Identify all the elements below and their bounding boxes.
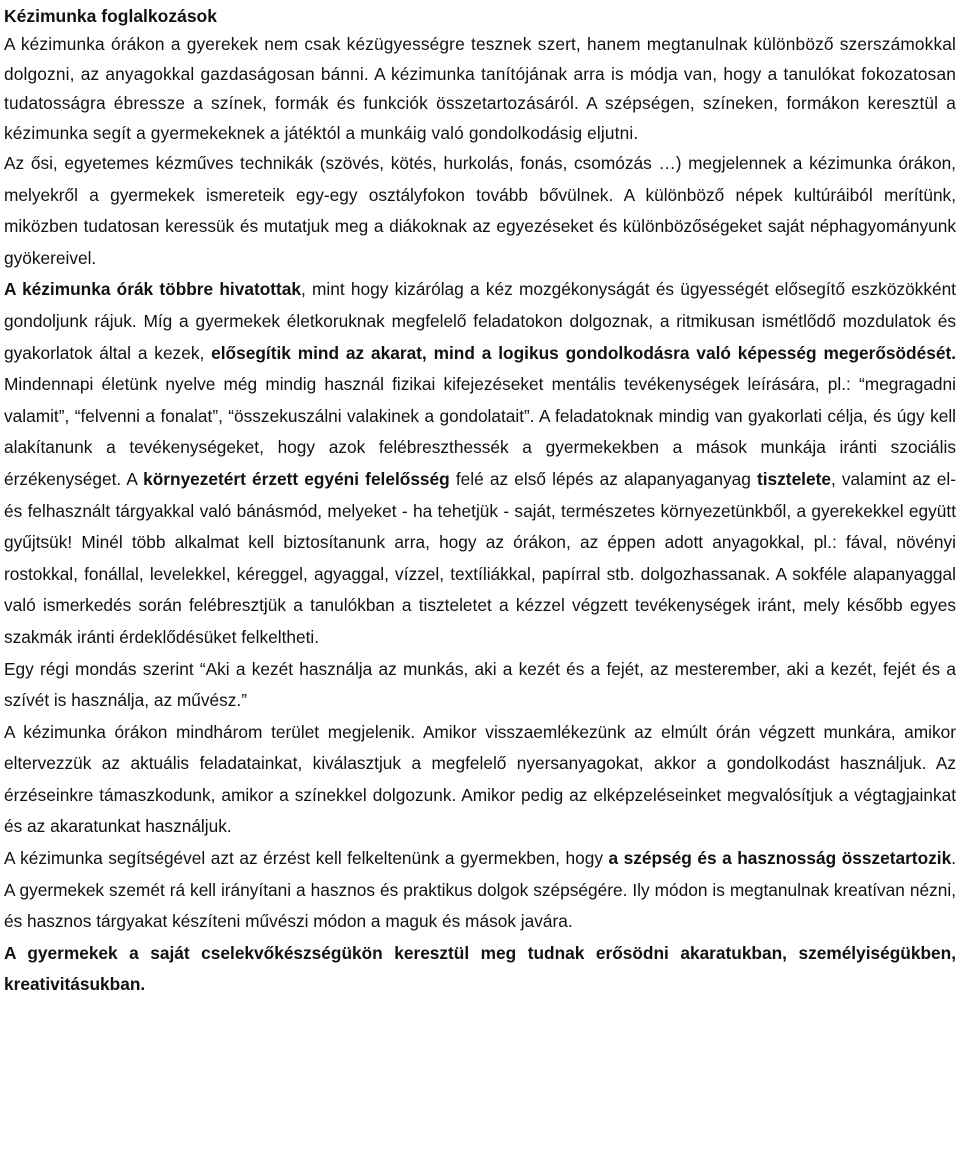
text-span: A kézimunka segítségével azt az érzést kell felkeltenünk a gyermekben, hogy <box>4 848 609 869</box>
text-span: , mint hogy kizárólag a kéz mozgékonyságát és ügyességét elősegítő eszközökként gondoljunk rájuk. Míg a gyermekek életkoruknak megfelelő feladatokon dolgoznak, a ritmikusan ismétlődő mozdulatok és gyakorlatok által a kezek, <box>4 279 956 363</box>
paragraph-intro: A kézimunka órákon a gyerekek nem csak kézügyességre tesznek szert, hanem megtanulnak különböző szerszámokkal dolgozni, az anyagokkal gazdaságosan bánni. A kézimunka tanítójának arra is módja van, hogy a tanulókat fokozatosan tudatosságra ébressze a színek, formák és funkciók összetartozásáról. A szépségen, színeken, formákon keresztül a kézimunka segít a gyermekeknek a játéktól a munkáig való gondolkodásig eljutni. <box>4 34 956 143</box>
text-span: felé az első lépés az alapanyaganyag <box>449 468 757 489</box>
text-span: , valamint az el- és felhasznált tárgyakkal való bánásmód, melyeket - ha tehetjük - saját, természetes környezetünkből, a gyerekekkel együtt gyűjtsük! Minél több alkalmat kell biztosítanunk arra, hogy az órákon, az éppen adott anyagokkal, pl.: fával, növényi rostokkal, fonállal, levelekkel, kéreggel, agyaggal, vízzel, textíliákkal, papírral stb. dolgozhassanak. A sokféle alapanyaggal való ismerkedés során felébresztjük a tanulókban a tiszteletet a kézzel végzett tevékenységek iránt, mely később egyes szakmák iránti érdeklődésüket felkeltheti. <box>4 468 957 647</box>
paragraph-purpose <box>4 274 956 653</box>
paragraph-three-areas: A kézimunka órákon mindhárom terület megjelenik. Amikor visszaemlékezünk az elmúlt órán végzett munkára, amikor eltervezzük az aktuális feladatainkat, kiválasztjuk a megfelelő nyersanyagokat, akkor a gondolkodást használjuk. Az érzéseinkre támaszkodunk, amikor a színekkel dolgozunk. Amikor pedig az elképzeléseinket megvalósítjuk a végtagjainkat és az akaratunkat használjuk. <box>4 721 956 837</box>
bold-phrase: A kézimunka órák többre hivatottak <box>4 279 301 300</box>
bold-phrase: tisztelete <box>757 468 831 489</box>
paragraph-beauty-usefulness <box>4 843 956 938</box>
document-title: Kézimunka foglalkozások <box>4 6 217 26</box>
paragraph-conclusion <box>4 938 956 1001</box>
bold-phrase: elősegítik mind az akarat, mind a logikus gondolkodásra való képesség megerősödését. <box>211 342 957 363</box>
paragraph-techniques: Az ősi, egyetemes kézműves technikák (szövés, kötés, hurkolás, fonás, csomózás …) megjelennek a kézimunka órákon, melyekről a gyermekek ismereteik egy-egy osztályfokon tovább bővülnek. A különböző népek kultúráiból merítünk, miközben tudatosan keressük és mutatjuk meg a diákoknak az egyezéseket és különbözőségeket saját néphagyományunk gyökereivel. <box>4 153 956 268</box>
bold-phrase: környezetért érzett egyéni felelősség <box>143 468 450 489</box>
bold-phrase: A gyermekek a saját cselekvőkészségükön keresztül meg tudnak erősödni akaratukban, személyiségükben, kreativitásukban. <box>4 942 956 995</box>
text-span: . A gyermekek szemét rá kell irányítani a hasznos és praktikus dolgok szépségére. Ily módon is megtanulnak kreatívan nézni, és hasznos tárgyakat készíteni művészi módon a maguk és mások javára. <box>4 848 956 932</box>
paragraph-saying: Egy régi mondás szerint “Aki a kezét használja az munkás, aki a kezét és a fejét, az mesterember, aki a kezét, fejét és a szívét is használja, az művész.” <box>4 658 956 711</box>
text-span: Mindennapi életünk nyelve még mindig használ fizikai kifejezéseket mentális tevékenységek leírására, pl.: “megragadni valamit”, “felvenni a fonalat”, “összekuszálni valakinek a gondolatait”. A feladatoknak mindig van gyakorlati célja, és úgy kell alakítanunk a tevékenységeket, hogy azok felébreszthessék a gyermekekben a mások munkája iránti szociális érzékenységet. A <box>4 374 956 489</box>
bold-phrase: a szépség és a hasznosság összetartozik <box>608 848 952 869</box>
